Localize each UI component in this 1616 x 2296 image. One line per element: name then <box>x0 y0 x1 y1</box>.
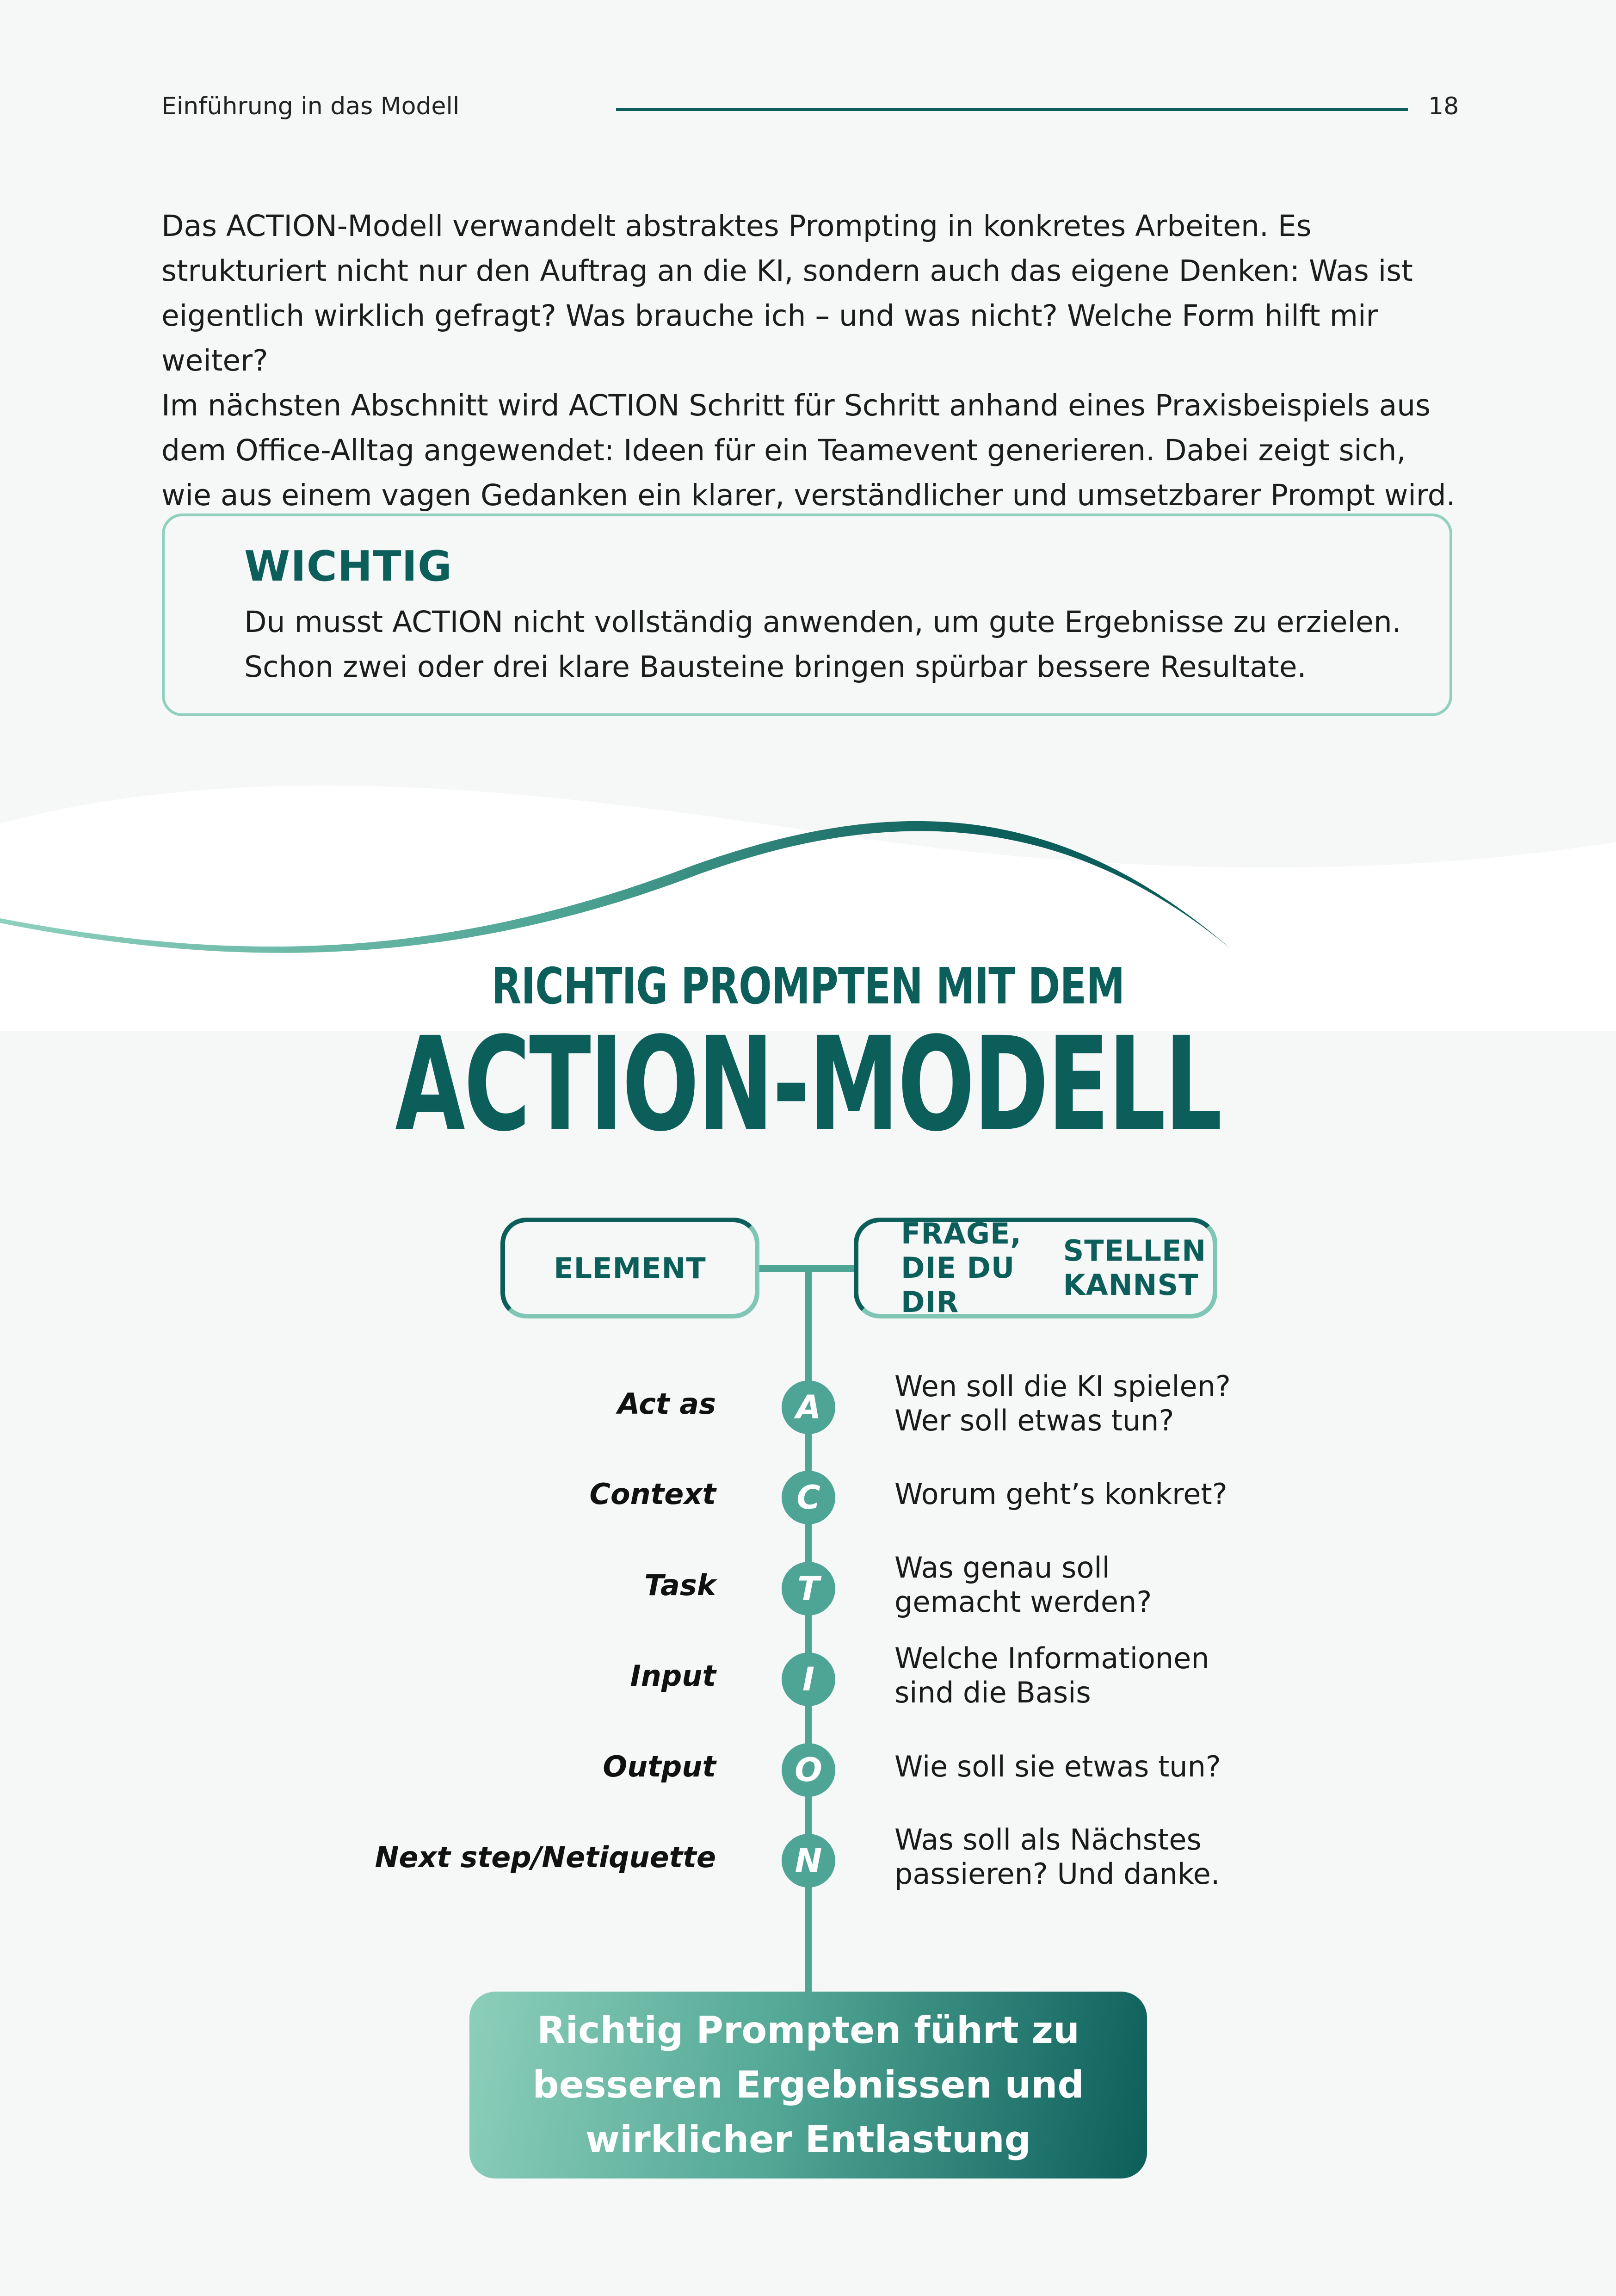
callout-line-1: Du musst ACTION nicht vollständig anwenden, um gute Ergebnisse zu erzielen. <box>244 605 1401 639</box>
question-line: Was soll als Nächstes <box>894 1823 1202 1857</box>
letter-badge-o: O <box>782 1743 835 1797</box>
question-input <box>894 1641 1311 1710</box>
question-output <box>894 1750 1311 1784</box>
headline-title: ACTION-MODELL <box>395 1009 1221 1160</box>
summary-banner <box>469 1992 1147 2178</box>
question-task <box>894 1551 1311 1619</box>
question-line: passieren? Und danke. <box>894 1857 1220 1891</box>
column-header-question-line-2: STELLEN KANNST <box>1063 1234 1207 1302</box>
callout-text <box>244 600 1428 689</box>
question-line: Was genau soll <box>894 1551 1110 1584</box>
headline-kicker: RICHTIG PROMPTEN MIT DEM <box>491 958 1125 1015</box>
question-line: sind die Basis <box>894 1676 1091 1709</box>
question-act-as <box>894 1369 1311 1438</box>
element-label-act-as: Act as <box>617 1387 716 1421</box>
element-label-next-step: Next step/Netiquette <box>375 1840 716 1874</box>
banner-line-3: wirklicher Entlastung <box>585 2118 1031 2161</box>
question-line: Wen soll die KI spielen? <box>894 1369 1231 1403</box>
letter-badge-n: N <box>782 1834 835 1888</box>
question-context <box>894 1477 1311 1511</box>
callout-line-2: Schon zwei oder drei klare Bausteine bringen spürbar bessere Resultate. <box>244 650 1307 684</box>
letter-badge-c: C <box>782 1471 835 1524</box>
page-number: 18 <box>1428 93 1459 120</box>
element-label-context: Context <box>589 1477 716 1511</box>
question-line: Wer soll etwas tun? <box>894 1404 1174 1437</box>
element-label-output: Output <box>603 1750 716 1783</box>
running-head: Einführung in das Modell <box>161 93 460 120</box>
element-label-task: Task <box>644 1568 716 1602</box>
question-line: Worum geht’s konkret? <box>894 1477 1227 1511</box>
banner-line-2: besseren Ergebnissen und <box>532 2063 1084 2106</box>
letter-badge-i: I <box>782 1652 835 1706</box>
column-header-question-line-1: FRAGE, DIE DU DIR <box>901 1217 1022 1319</box>
question-next-step <box>894 1823 1311 1891</box>
letter-badge-t: T <box>782 1562 835 1615</box>
header-rule <box>616 108 1408 111</box>
intro-paragraph-1: Das ACTION-Modell verwandelt abstraktes Prompting in konkretes Arbeiten. Es strukturiert nicht nur den Auftrag an die KI, sondern auch das eigene Denken: Was ist eigentlich wirklich gefragt? Was brauche ich – und was nicht? Welche Form hilft mir weiter? <box>161 209 1413 378</box>
question-line: gemacht werden? <box>894 1585 1152 1619</box>
question-line: Welche Informationen <box>894 1641 1209 1675</box>
question-line: Wie soll sie etwas tun? <box>894 1750 1221 1783</box>
callout-title: WICHTIG <box>244 542 452 591</box>
element-label-input: Input <box>630 1659 716 1693</box>
intro-text <box>161 204 1456 518</box>
column-header-element: ELEMENT <box>500 1218 759 1318</box>
letter-badge-a: A <box>782 1380 835 1434</box>
column-header-question <box>854 1218 1217 1318</box>
intro-paragraph-2: Im nächsten Abschnitt wird ACTION Schritt für Schritt anhand eines Praxisbeispiels aus dem Office-Alltag angewendet: Ideen für ein Teamevent generieren. Dabei zeigt sich, wie aus einem vagen Gedanken ein klarer, verständlicher und umsetzbarer Prompt wird. <box>161 389 1456 512</box>
banner-line-1: Richtig Prompten führt zu <box>537 2009 1079 2052</box>
